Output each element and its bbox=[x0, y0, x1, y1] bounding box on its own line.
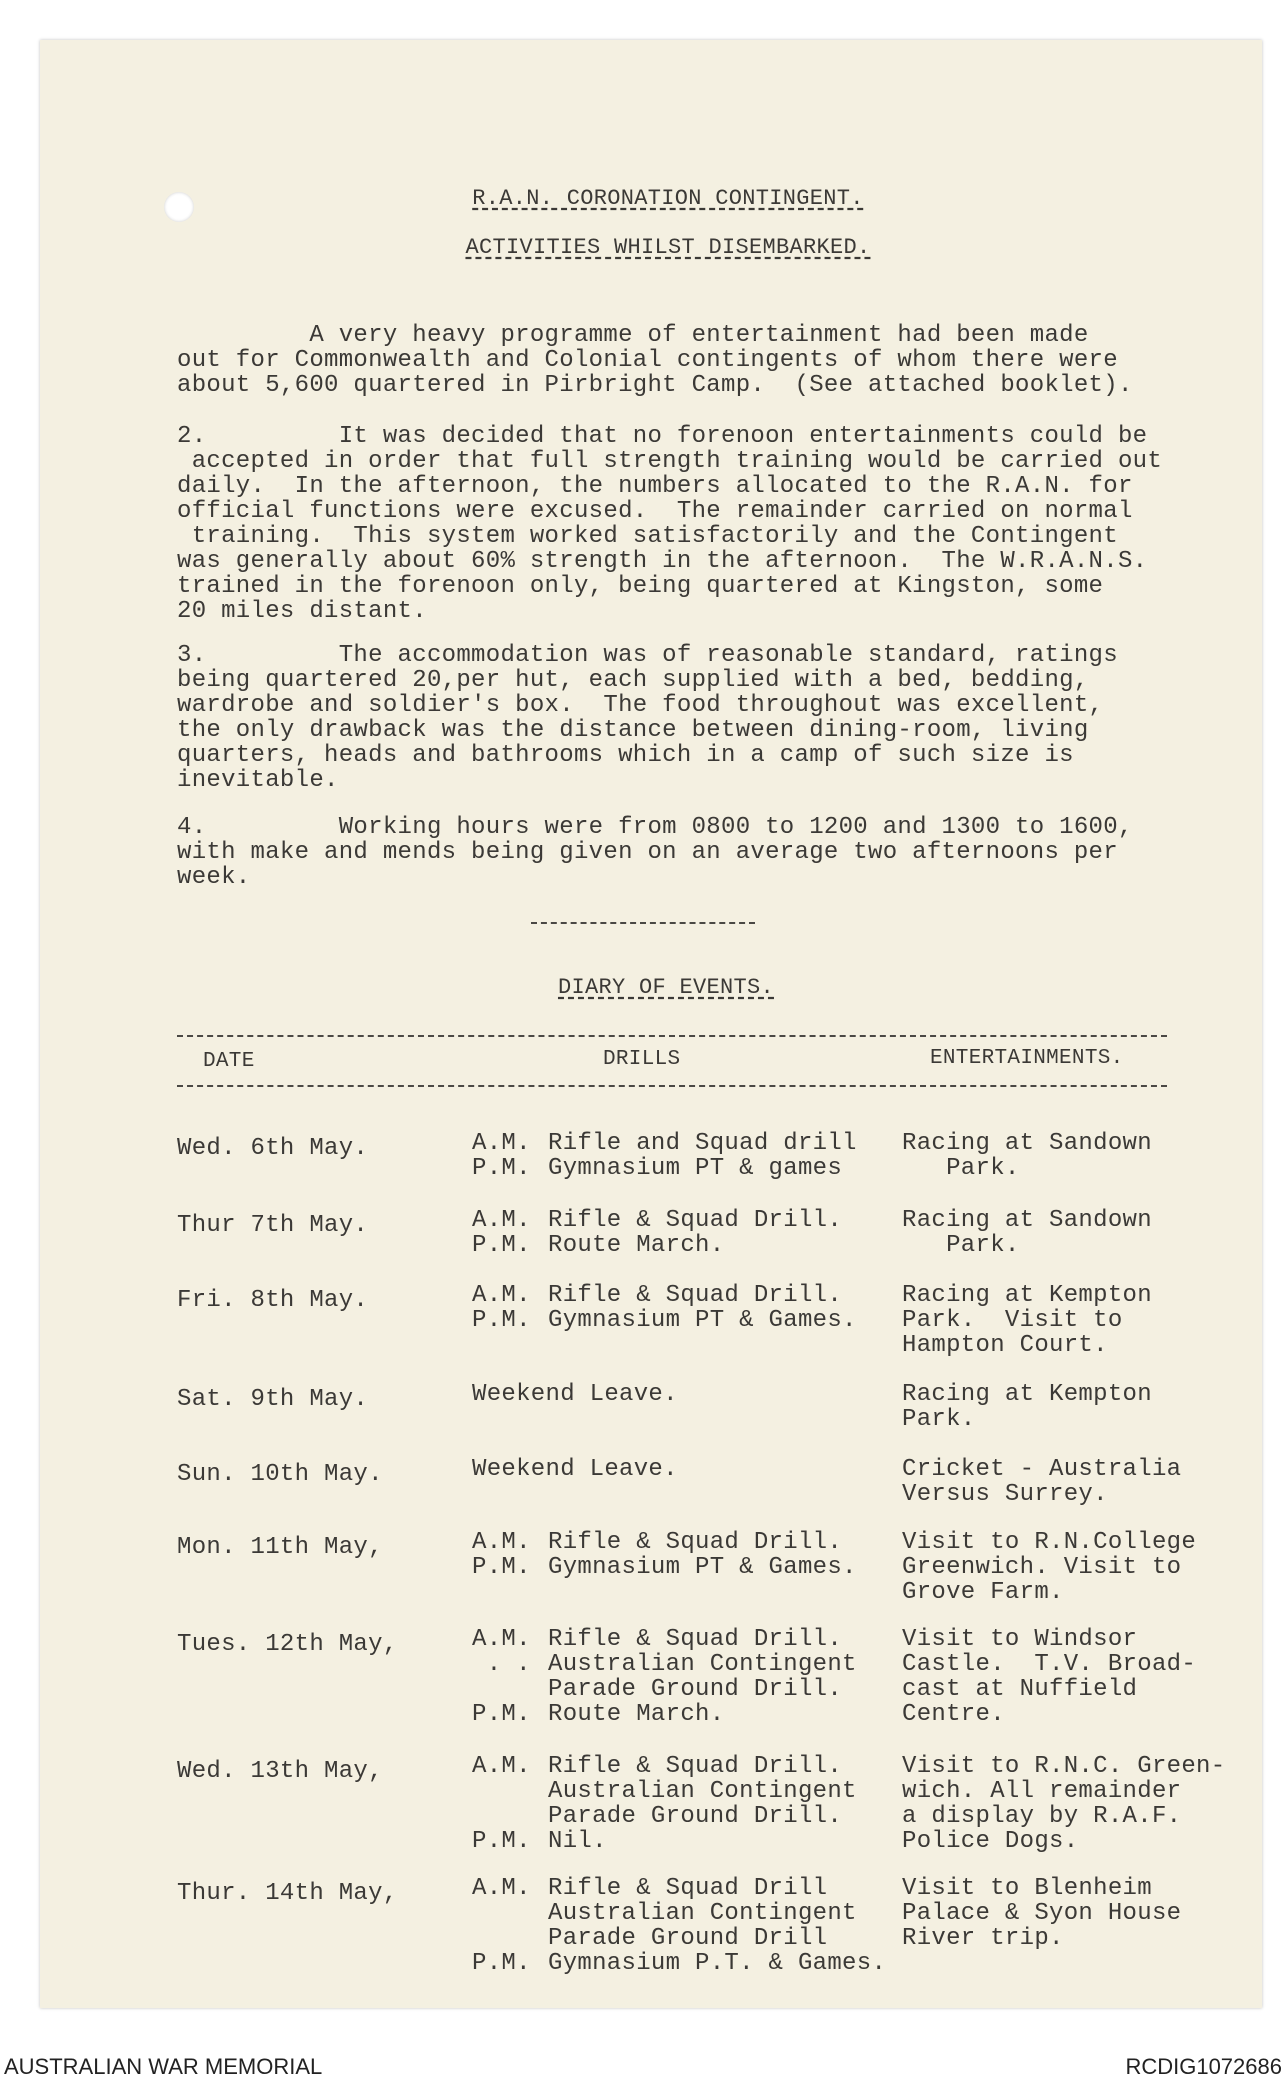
entertainment-line: Racing at Kempton bbox=[902, 1381, 1152, 1408]
paragraph-line-row bbox=[177, 424, 1147, 449]
drill-line bbox=[472, 1627, 842, 1652]
drill-time-label: P.M. bbox=[472, 1155, 531, 1182]
drill-activity: Rifle and Squad drill bbox=[548, 1130, 857, 1157]
row-date: Fri. 8th May. bbox=[177, 1287, 369, 1314]
entertainment-line: Hampton Court. bbox=[902, 1332, 1108, 1359]
entertainment-line: Park. bbox=[902, 1155, 1020, 1182]
drill-line bbox=[472, 1382, 678, 1407]
entertainment-line: Park. bbox=[902, 1406, 976, 1433]
row-date: Sun. 10th May. bbox=[177, 1461, 383, 1488]
paragraph-line: The accommodation was of reasonable standard, ratings bbox=[206, 642, 1118, 669]
header-date: DATE bbox=[203, 1050, 255, 1073]
entertainment-line: wich. All remainder bbox=[902, 1778, 1182, 1805]
paragraph-line: out for Commonwealth and Colonial contingents of whom there were bbox=[177, 347, 1118, 374]
paragraph-line-row bbox=[177, 549, 1147, 574]
paragraph-line: daily. In the afternoon, the numbers allocated to the R.A.N. for bbox=[177, 473, 1133, 500]
drill-line bbox=[472, 1156, 842, 1181]
entertainment-line: Visit to Windsor bbox=[902, 1626, 1138, 1653]
paragraph-line-row bbox=[177, 643, 1118, 668]
drill-activity: Gymnasium P.T. & Games. bbox=[548, 1950, 887, 1977]
entertainment-line: cast at Nuffield bbox=[902, 1676, 1138, 1703]
drill-time-label: A.M. bbox=[472, 1282, 531, 1309]
drill-activity: Parade Ground Drill. bbox=[548, 1803, 843, 1830]
drill-activity: Rifle & Squad Drill. bbox=[548, 1753, 843, 1780]
drill-time-label: A.M. bbox=[472, 1130, 531, 1157]
entertainment-line: Grove Farm. bbox=[902, 1579, 1064, 1606]
drill-time-label: A.M. bbox=[472, 1875, 531, 1902]
drill-time-label: A.M. bbox=[472, 1529, 531, 1556]
document-subtitle: ACTIVITIES WHILST DISEMBARKED. bbox=[465, 235, 871, 260]
drill-line bbox=[472, 1131, 857, 1156]
drill-activity: Weekend Leave. bbox=[472, 1456, 678, 1483]
row-date: Wed. 6th May. bbox=[177, 1135, 369, 1162]
paragraph-line: with make and mends being given on an average two afternoons per bbox=[177, 839, 1118, 866]
row-date: Thur 7th May. bbox=[177, 1212, 369, 1239]
paragraph-line: It was decided that no forenoon entertainments could be bbox=[206, 423, 1148, 450]
entertainment-line: Greenwich. Visit to bbox=[902, 1554, 1182, 1581]
drill-time-label: . . bbox=[472, 1651, 531, 1678]
drill-line bbox=[472, 1804, 842, 1829]
paragraph-line-row bbox=[177, 668, 1089, 693]
drill-line bbox=[472, 1530, 842, 1555]
entertainment-line: Racing at Sandown bbox=[902, 1130, 1152, 1157]
footer-institution: AUSTRALIAN WAR MEMORIAL bbox=[4, 2054, 323, 2079]
header-entertainments: ENTERTAINMENTS. bbox=[930, 1047, 1124, 1070]
paragraph-line: being quartered 20,per hut, each supplied with a bed, bedding, bbox=[177, 667, 1089, 694]
drill-line bbox=[472, 1754, 842, 1779]
drill-line bbox=[472, 1233, 724, 1258]
paragraph-line-row bbox=[177, 474, 1133, 499]
paragraph-line: Working hours were from 0800 to 1200 and 1300 to 1600, bbox=[206, 814, 1133, 841]
paragraph-line: trained in the forenoon only, being quartered at Kingston, some bbox=[177, 573, 1104, 600]
drill-activity: Weekend Leave. bbox=[472, 1381, 678, 1408]
drill-time-label: A.M. bbox=[472, 1626, 531, 1653]
paragraph-line-row bbox=[177, 599, 427, 624]
entertainment-line: Park. bbox=[902, 1232, 1020, 1259]
row-date: Mon. 11th May, bbox=[177, 1534, 383, 1561]
entertainment-line: Racing at Kempton bbox=[902, 1282, 1152, 1309]
drill-time-label: P.M. bbox=[472, 1950, 531, 1977]
entertainment-line: Police Dogs. bbox=[902, 1828, 1079, 1855]
drill-activity: Australian Contingent bbox=[548, 1778, 857, 1805]
section-divider bbox=[531, 922, 755, 924]
paragraph-line: A very heavy programme of entertainment had been made bbox=[177, 322, 1089, 349]
drill-line bbox=[472, 1901, 857, 1926]
paragraph-line: training. This system worked satisfactorily and the Contingent bbox=[177, 523, 1118, 550]
paragraph-line: the only drawback was the distance between dining-room, living bbox=[177, 717, 1089, 744]
paragraph-line: inevitable. bbox=[177, 767, 339, 794]
drill-activity: Nil. bbox=[548, 1828, 607, 1855]
paragraph-line-row bbox=[177, 323, 1089, 348]
drill-time-label: P.M. bbox=[472, 1307, 531, 1334]
row-date: Tues. 12th May, bbox=[177, 1631, 398, 1658]
paragraph-line-row bbox=[177, 718, 1089, 743]
paragraph-line: about 5,600 quartered in Pirbright Camp. (See attached booklet). bbox=[177, 372, 1133, 399]
paragraph-line-row bbox=[177, 449, 1162, 474]
drill-activity: Gymnasium PT & games bbox=[548, 1155, 843, 1182]
drill-line bbox=[472, 1283, 842, 1308]
document-title: R.A.N. CORONATION CONTINGENT. bbox=[472, 186, 864, 211]
paragraph-line-row bbox=[177, 348, 1118, 373]
paragraph-number: 2. bbox=[177, 423, 207, 450]
drill-activity: Parade Ground Drill bbox=[548, 1925, 828, 1952]
table-rule-bottom bbox=[177, 1085, 1167, 1087]
drill-activity: Gymnasium PT & Games. bbox=[548, 1307, 857, 1334]
entertainment-line: River trip. bbox=[902, 1925, 1064, 1952]
drill-activity: Gymnasium PT & Games. bbox=[548, 1554, 857, 1581]
footer-record-id: RCDIG1072686 bbox=[1125, 2054, 1282, 2079]
drill-line bbox=[472, 1926, 827, 1951]
drill-activity: Route March. bbox=[548, 1701, 725, 1728]
drill-line bbox=[472, 1702, 724, 1727]
entertainment-line: Visit to Blenheim bbox=[902, 1875, 1152, 1902]
drill-line bbox=[472, 1208, 842, 1233]
drill-activity: Australian Contingent bbox=[548, 1900, 857, 1927]
drill-line bbox=[472, 1829, 607, 1854]
entertainment-line: Versus Surrey. bbox=[902, 1481, 1108, 1508]
header-drills: DRILLS bbox=[603, 1048, 681, 1071]
drill-activity: Rifle & Squad Drill. bbox=[548, 1282, 843, 1309]
paragraph-line: 20 miles distant. bbox=[177, 598, 427, 625]
paragraph-line-row bbox=[177, 373, 1133, 398]
drill-activity: Rifle & Squad Drill bbox=[548, 1875, 828, 1902]
diary-title: DIARY OF EVENTS. bbox=[557, 975, 775, 1000]
drill-line bbox=[472, 1951, 886, 1976]
drill-activity: Australian Contingent bbox=[548, 1651, 857, 1678]
paragraph-line-row bbox=[177, 865, 251, 890]
paragraph-line: wardrobe and soldier's box. The food throughout was excellent, bbox=[177, 692, 1104, 719]
drill-time-label: P.M. bbox=[472, 1232, 531, 1259]
drill-time-label: P.M. bbox=[472, 1554, 531, 1581]
drill-activity: Rifle & Squad Drill. bbox=[548, 1626, 843, 1653]
entertainment-line: Palace & Syon House bbox=[902, 1900, 1182, 1927]
paragraph-line-row bbox=[177, 815, 1133, 840]
footer bbox=[0, 2048, 1288, 2082]
table-rule-top bbox=[177, 1035, 1167, 1037]
paragraph-line-row bbox=[177, 743, 1074, 768]
paragraph-line: official functions were excused. The remainder carried on normal bbox=[177, 498, 1133, 525]
entertainment-line: Castle. T.V. Broad- bbox=[902, 1651, 1197, 1678]
paragraph-line-row bbox=[177, 574, 1103, 599]
paragraph-line: week. bbox=[177, 864, 251, 891]
row-date: Thur. 14th May, bbox=[177, 1880, 398, 1907]
entertainment-line: Park. Visit to bbox=[902, 1307, 1123, 1334]
drill-line bbox=[472, 1457, 678, 1482]
row-date: Wed. 13th May, bbox=[177, 1758, 383, 1785]
drill-activity: Rifle & Squad Drill. bbox=[548, 1529, 843, 1556]
row-date: Sat. 9th May. bbox=[177, 1386, 369, 1413]
paragraph-line-row bbox=[177, 693, 1103, 718]
paragraph-line-row bbox=[177, 524, 1118, 549]
paragraph-line-row bbox=[177, 840, 1118, 865]
paragraph-line: accepted in order that full strength training would be carried out bbox=[177, 448, 1163, 475]
entertainment-line: Cricket - Australia bbox=[902, 1456, 1182, 1483]
drill-time-label: A.M. bbox=[472, 1207, 531, 1234]
drill-line bbox=[472, 1652, 857, 1677]
entertainment-line: Visit to R.N.College bbox=[902, 1529, 1197, 1556]
drill-activity: Rifle & Squad Drill. bbox=[548, 1207, 843, 1234]
drill-line bbox=[472, 1677, 842, 1702]
entertainment-line: Centre. bbox=[902, 1701, 1005, 1728]
drill-line bbox=[472, 1308, 857, 1333]
paragraph-line-row bbox=[177, 499, 1133, 524]
paragraph-line: quarters, heads and bathrooms which in a camp of such size is bbox=[177, 742, 1074, 769]
entertainment-line: a display by R.A.F. bbox=[902, 1803, 1182, 1830]
drill-line bbox=[472, 1779, 857, 1804]
drill-time-label: A.M. bbox=[472, 1753, 531, 1780]
entertainment-line: Racing at Sandown bbox=[902, 1207, 1152, 1234]
drill-activity: Parade Ground Drill. bbox=[548, 1676, 843, 1703]
paragraph-number: 4. bbox=[177, 814, 207, 841]
paragraph-line-row bbox=[177, 768, 339, 793]
drill-activity: Route March. bbox=[548, 1232, 725, 1259]
entertainment-line: Visit to R.N.C. Green- bbox=[902, 1753, 1226, 1780]
drill-time-label: P.M. bbox=[472, 1828, 531, 1855]
paragraph-line: was generally about 60% strength in the afternoon. The W.R.A.N.S. bbox=[177, 548, 1148, 575]
paragraph-number: 3. bbox=[177, 642, 207, 669]
drill-line bbox=[472, 1555, 857, 1580]
punch-hole bbox=[164, 192, 194, 222]
drill-line bbox=[472, 1876, 827, 1901]
drill-time-label: P.M. bbox=[472, 1701, 531, 1728]
